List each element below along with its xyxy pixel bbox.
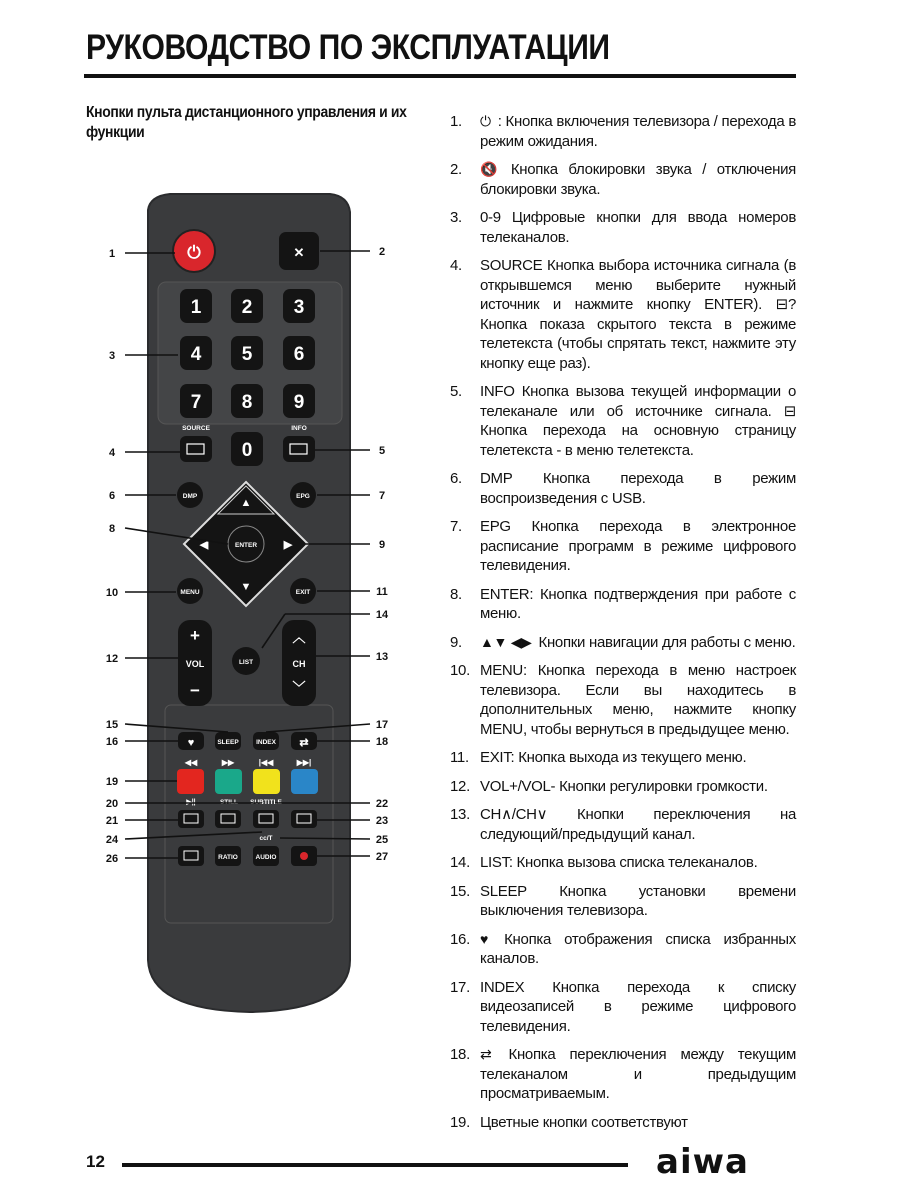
play-pause-icon: ▶|| xyxy=(186,799,196,806)
item-description: SLEEP Кнопка установки времени выключения телевизора. xyxy=(480,882,796,919)
vol-label: VOL xyxy=(185,659,205,669)
cc-label: cc/T xyxy=(259,835,273,842)
blue-button xyxy=(291,769,318,794)
item-description: DMP Кнопка перехода в режим воспроизведения с USB. xyxy=(480,470,796,507)
callout-1: 1 xyxy=(108,248,116,260)
item-text xyxy=(480,112,796,151)
callout-9: 9 xyxy=(378,539,386,551)
key-0-label: 0 xyxy=(241,440,253,461)
page-number: 12 xyxy=(86,1152,105,1171)
item-text xyxy=(480,1045,796,1104)
page-title: РУКОВОДСТВО ПО ЭКСПЛУАТАЦИИ xyxy=(86,28,610,67)
item-number: 7. xyxy=(450,518,462,535)
key-6-label: 6 xyxy=(293,344,305,365)
item-number: 13. xyxy=(450,806,470,823)
callout-7: 7 xyxy=(378,490,386,502)
key-5-label: 5 xyxy=(241,344,253,365)
heart-icon: ♥ xyxy=(187,737,195,749)
item-number: 15. xyxy=(450,882,470,900)
callout-26: 26 xyxy=(105,853,119,865)
red-button xyxy=(177,769,204,794)
callout-18: 18 xyxy=(375,736,389,748)
menu-label: MENU xyxy=(180,589,200,596)
callout-10: 10 xyxy=(105,587,119,599)
item-text xyxy=(480,256,796,373)
callout-22: 22 xyxy=(375,798,389,810)
item-text xyxy=(480,777,796,797)
key-4-label: 4 xyxy=(190,344,202,365)
item-number: 5. xyxy=(450,383,462,400)
callout-3: 3 xyxy=(108,350,116,362)
still-label: STILL xyxy=(219,799,239,806)
item-text xyxy=(480,585,796,624)
record-icon xyxy=(300,852,308,860)
callout-2: 2 xyxy=(378,246,386,258)
callout-24: 24 xyxy=(105,834,119,846)
list-item xyxy=(450,805,796,844)
list-item xyxy=(450,1113,796,1133)
item-number: 4. xyxy=(450,257,462,274)
callout-19: 19 xyxy=(105,776,119,788)
item-description: ENTER: Кнопка подтверждения при работе с меню. xyxy=(480,585,796,622)
ch-down-icon: ﹀ xyxy=(292,680,306,695)
item-description: VOL+/VOL- Кнопки регулировки громкости. xyxy=(480,777,768,795)
list-item xyxy=(450,853,796,873)
callout-20: 20 xyxy=(105,798,119,810)
swap-icon: ⇄ xyxy=(480,1046,492,1062)
remote-control-illustration xyxy=(100,190,400,1020)
heart-icon: ♥ xyxy=(480,930,489,947)
list-item xyxy=(450,160,796,199)
exit-label: EXIT xyxy=(295,589,311,596)
callout-8: 8 xyxy=(108,523,116,535)
item-description: Кнопка отображения списка избранных каналов. xyxy=(480,930,796,967)
item-number: 2. xyxy=(450,161,462,178)
fast-forward-icon: ▶▶ xyxy=(221,758,235,767)
down-arrow-icon: ▼ xyxy=(240,581,252,593)
swap-icon: ⇄ xyxy=(299,737,309,749)
arrows-icon: ▲▼ ◀▶ xyxy=(480,633,532,650)
item-text xyxy=(480,1113,796,1133)
teletext-button xyxy=(178,810,204,828)
item-text xyxy=(480,517,796,576)
item-number: 17. xyxy=(450,978,470,996)
mute-icon: ✕ xyxy=(293,245,305,260)
callout-27: 27 xyxy=(375,851,389,863)
callout-11: 11 xyxy=(376,586,388,598)
subtitle-btn-label: SUBTITLE xyxy=(250,799,282,806)
callout-25: 25 xyxy=(375,834,389,846)
item-text xyxy=(480,853,796,873)
list-item xyxy=(450,517,796,576)
info-button xyxy=(283,436,315,462)
mute-icon: 🔇 xyxy=(480,161,498,177)
info-label: INFO xyxy=(291,425,307,432)
item-description: CH∧/CH∨ Кнопки переключения на следующий/предыдущий канал. xyxy=(480,806,796,843)
list-item xyxy=(450,585,796,624)
item-number: 19. xyxy=(450,1113,470,1131)
left-arrow-icon: ◀ xyxy=(199,539,209,551)
list-item xyxy=(450,256,796,373)
list-item xyxy=(450,633,796,653)
rewind-icon: ◀◀ xyxy=(184,758,198,767)
callout-4: 4 xyxy=(108,447,116,459)
item-description: EXIT: Кнопка выхода из текущего меню. xyxy=(480,749,747,766)
key-3-label: 3 xyxy=(293,297,305,318)
list-item xyxy=(450,112,796,151)
list-item xyxy=(450,469,796,508)
ch-label: CH xyxy=(292,659,306,669)
item-text xyxy=(480,978,796,1037)
enter-label: ENTER xyxy=(234,542,258,549)
item-number: 6. xyxy=(450,470,462,487)
list-item xyxy=(450,777,796,797)
callout-14: 14 xyxy=(375,609,389,621)
cancel-button xyxy=(178,846,204,866)
power-icon: ⏻ xyxy=(187,243,201,262)
brand-logo: aiwa xyxy=(656,1142,749,1182)
size-button xyxy=(291,810,317,828)
vol-plus-label: + xyxy=(190,626,200,645)
dmp-label: DMP xyxy=(182,493,198,500)
source-button xyxy=(180,436,212,462)
item-number: 3. xyxy=(450,209,462,226)
list-item xyxy=(450,382,796,460)
item-description: INFO Кнопка вызова текущей информации о телеканале или об источнике сигнала. ⊟ Кнопка перехода на основную страницу телетекста - в меню телетекста. xyxy=(480,383,796,459)
item-text xyxy=(480,469,796,508)
item-description: INDEX Кнопка перехода к списку видеозаписей в режиме цифрового телевидения. xyxy=(480,978,796,1035)
item-description: SOURCE Кнопка выбора источника сигнала (в открывшемся меню выберите нужный источник и нажмите кнопку ENTER). ⊟? Кнопка показа скрытого текста в режиме телетекста (чтобы спрятать текст, нажмите эту кнопку еще раз). xyxy=(480,257,796,372)
subpage-button xyxy=(253,810,279,828)
yellow-button xyxy=(253,769,280,794)
item-number: 18. xyxy=(450,1046,470,1063)
index-label: INDEX xyxy=(256,739,276,746)
item-text xyxy=(480,661,796,739)
item-text xyxy=(480,633,796,653)
up-arrow-icon: ▲ xyxy=(240,497,252,509)
item-description: LIST: Кнопка вызова списка телеканалов. xyxy=(480,854,758,871)
callout-17: 17 xyxy=(375,719,389,731)
callout-5: 5 xyxy=(378,445,386,457)
ratio-label: RATIO xyxy=(218,854,238,861)
callout-21: 21 xyxy=(105,815,119,827)
item-description: : Кнопка включения телевизора / перехода в режим ожидания. xyxy=(480,113,796,150)
item-text xyxy=(480,748,796,768)
item-description: Кнопки навигации для работы с меню. xyxy=(534,633,796,651)
item-number: 10. xyxy=(450,662,470,679)
item-description: 0-9 Цифровые кнопки для ввода номеров телеканалов. xyxy=(480,209,796,246)
key-2-label: 2 xyxy=(241,297,253,318)
callout-23: 23 xyxy=(375,815,389,827)
item-text xyxy=(480,382,796,460)
item-number: 16. xyxy=(450,930,470,948)
item-number: 11. xyxy=(450,749,469,766)
item-number: 8. xyxy=(450,585,462,603)
footer-divider xyxy=(122,1163,628,1167)
ch-up-icon: ︿ xyxy=(292,630,306,645)
list-item xyxy=(450,661,796,739)
item-text xyxy=(480,208,796,247)
callout-6: 6 xyxy=(108,490,116,502)
list-item xyxy=(450,1045,796,1104)
source-label: SOURCE xyxy=(182,425,210,432)
callout-15: 15 xyxy=(105,719,119,731)
audio-label: AUDIO xyxy=(255,854,277,861)
key-9-label: 9 xyxy=(293,392,305,413)
key-8-label: 8 xyxy=(241,392,253,413)
list-item xyxy=(450,748,796,768)
item-number: 12. xyxy=(450,777,470,795)
item-text xyxy=(480,160,796,199)
item-description: Кнопка переключения между текущим телеканалом и предыдущим просматриваемым. xyxy=(480,1046,796,1102)
list-item xyxy=(450,882,796,921)
list-item xyxy=(450,930,796,969)
item-description: Кнопка блокировки звука / отключения блокировки звука. xyxy=(480,161,796,198)
item-number: 1. xyxy=(450,113,462,130)
button-descriptions-list xyxy=(450,112,796,1141)
hold-button xyxy=(215,810,241,828)
list-item xyxy=(450,208,796,247)
item-description: EPG Кнопка перехода в электронное расписание программ в режиме цифрового телевидения. xyxy=(480,518,796,574)
item-text xyxy=(480,805,796,844)
callout-16: 16 xyxy=(105,736,119,748)
list-label: LIST xyxy=(238,659,254,666)
section-subtitle: Кнопки пульта дистанционного управления и их функции xyxy=(86,104,407,141)
key-7-label: 7 xyxy=(190,392,202,413)
item-text xyxy=(480,882,796,921)
sleep-label: SLEEP xyxy=(217,739,239,746)
key-1-label: 1 xyxy=(190,297,202,318)
item-number: 9. xyxy=(450,633,462,651)
title-divider xyxy=(84,74,796,78)
vol-minus-label: − xyxy=(190,681,200,700)
item-description: MENU: Кнопка перехода в меню настроек телевизора. Если вы находитесь в дополнительных меню, нажмите кнопку MENU, чтобы вернуться в предыдущее меню. xyxy=(480,662,796,738)
item-text xyxy=(480,930,796,969)
epg-label: EPG xyxy=(296,493,310,500)
list-item xyxy=(450,978,796,1037)
previous-icon: |◀◀ xyxy=(258,758,274,767)
item-number: 14. xyxy=(450,854,470,871)
power-icon: ⏻ xyxy=(480,113,491,129)
callout-12: 12 xyxy=(105,653,119,665)
item-description: Цветные кнопки соответствуют xyxy=(480,1113,688,1131)
next-icon: ▶▶| xyxy=(296,758,312,767)
callout-13: 13 xyxy=(375,651,389,663)
right-arrow-icon: ▶ xyxy=(283,539,293,551)
green-button xyxy=(215,769,242,794)
